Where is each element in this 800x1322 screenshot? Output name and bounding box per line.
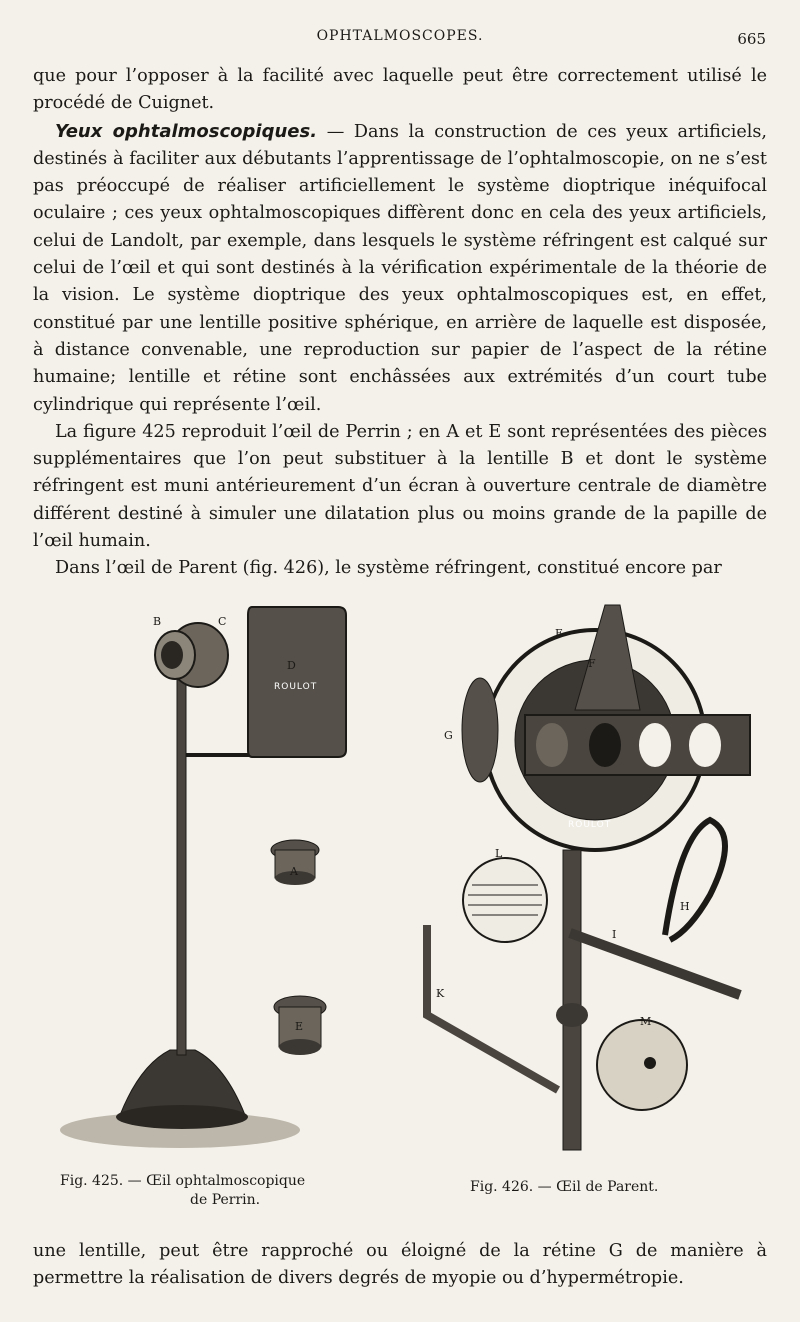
- fig425-label-b: B: [153, 615, 162, 628]
- page-number: 665: [737, 30, 766, 48]
- paragraph-5: une lentille, peut être rapproché ou éloigné de la rétine G de manière à permettre la réalisation de divers degrés de myopie ou d’hypermétropie.: [33, 1241, 767, 1288]
- fig426-disk-m: [597, 1020, 687, 1110]
- fig426-disk-l: [463, 858, 547, 942]
- fig426-label-e: E: [555, 627, 564, 640]
- fig426-slider-opening-3: [639, 723, 671, 767]
- fig426-illustration: [427, 605, 750, 1150]
- page-header: [0, 28, 800, 52]
- fig426-label-m: M: [640, 1015, 652, 1028]
- fig426-label-h: H: [680, 900, 690, 913]
- fig426-holder-h: [665, 820, 725, 940]
- fig425-lens-b-opening: [161, 641, 183, 669]
- fig425-label-e: E: [295, 1020, 304, 1033]
- fig426-label-l: L: [495, 847, 503, 860]
- fig425-brand: ROULOT: [274, 682, 318, 692]
- fig426-column: [563, 850, 581, 1150]
- paragraph-3: La figure 425 reproduit l’œil de Perrin ; en A et E sont représentées des pièces supplémentaires que l’on peut substituer à la lentille B et dont le système réfringent est muni antérieurement d’un écran à ouverture centrale de diamètre différent destiné à simuler une dilatation plus ou moins grande de la papille de l’œil humain.: [33, 421, 767, 552]
- fig425-label-a: A: [290, 865, 298, 878]
- fig426-brand: ROULOT: [568, 820, 612, 830]
- figure-illustrations: [20, 595, 780, 1175]
- fig425-piece-e-bottom: [279, 1039, 321, 1055]
- paragraph-4: Dans l’œil de Parent (fig. 426), le système réfringent, constitué encore par: [55, 558, 722, 579]
- fig425-caption-line1: Fig. 425. — Œil ophtalmoscopique: [60, 1173, 306, 1189]
- paragraph-1: que pour l’opposer à la facilité avec laquelle peut être correctement utilisé le procédé de Cuignet.: [33, 66, 767, 114]
- fig425-caption: [60, 1172, 380, 1210]
- fig426-label-i: I: [612, 928, 617, 941]
- fig426-slider-opening-2: [589, 723, 621, 767]
- fig426-ruler: [570, 933, 740, 995]
- fig425-stem: [177, 675, 186, 1055]
- section-title: Yeux ophtalmoscopiques.: [55, 120, 318, 142]
- fig426-slider-opening-1: [536, 723, 568, 767]
- fig426-knob-g: [462, 678, 498, 782]
- body-text: [33, 63, 767, 583]
- fig426-arm-k: [427, 925, 558, 1090]
- fig426-label-g: G: [444, 729, 453, 742]
- fig425-base-foot: [116, 1105, 248, 1129]
- figure-engravings: [20, 595, 780, 1175]
- fig426-label-k: K: [436, 987, 445, 1000]
- running-title: OPHTALMOSCOPES.: [316, 28, 484, 44]
- fig426-slider-opening-4: [689, 723, 721, 767]
- fig425-label-c: C: [218, 615, 227, 628]
- fig426-caption: Fig. 426. — Œil de Parent.: [470, 1179, 659, 1195]
- fig425-illustration: [60, 607, 346, 1148]
- paragraph-2: [33, 118, 767, 419]
- fig425-label-d: D: [287, 659, 296, 672]
- fig426-label-f: F: [588, 657, 596, 670]
- fig426-disk-m-papilla: [644, 1057, 656, 1069]
- fig425-caption-line2: de Perrin.: [190, 1192, 261, 1208]
- fig426-column-collar: [556, 1003, 588, 1027]
- paragraph-2-text: — Dans la construction de ces yeux artificiels, destinés à faciliter aux débutants l’apprentissage de l’ophtalmoscopie, on ne s’est pas préoccupé de réaliser artificiellement le système dioptrique inéquifocal oculaire ; ces yeux ophtalmoscopiques diffèrent donc en cela des yeux artificiels, celui de Landolt, par exemple, dans lesquels le système réfringent est calqué sur celui de l’œil et qui sont destinés à la vérification expérimentale de la théorie de la vision. Le système dioptrique des yeux ophtalmoscopiques est, en effet, constitué par une lentille positive sphérique, en arrière de laquelle est disposée, à distance convenable, une reproduction sur papier de l’aspect de la rétine humaine; lentille et rétine sont enchâssées aux extrémités d’un court tube cylindrique qui représente l’œil.: [33, 121, 767, 415]
